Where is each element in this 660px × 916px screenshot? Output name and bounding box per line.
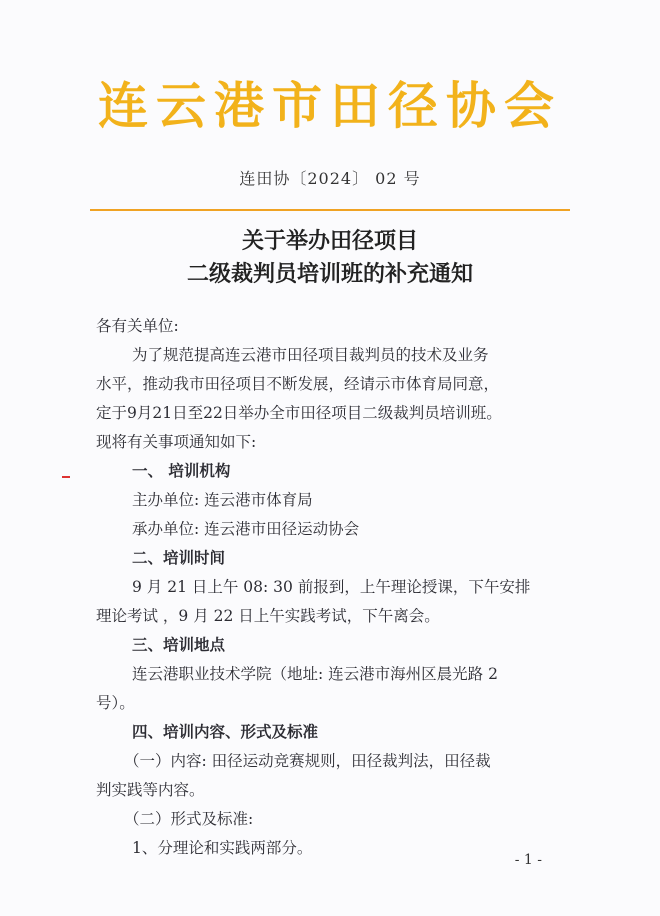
time-line: 9 月 21 日上午 08: 30 前报到，上午理论授课，下午安排 xyxy=(132,578,531,596)
form-item-1: 1、分理论和实践两部分。 xyxy=(132,839,313,857)
section-2-heading: 二、培训时间 xyxy=(132,549,226,567)
intro-line: 现将有关事项通知如下: xyxy=(96,433,257,451)
host-unit: 主办单位: 连云港市体育局 xyxy=(132,491,313,509)
page-number: - 1 - xyxy=(514,852,542,868)
document-number: 连田协〔2024〕 02 号 xyxy=(239,169,421,188)
form-heading: （二）形式及标准: xyxy=(124,810,254,828)
location-line: 连云港职业技术学院（地址: 连云港市海州区晨光路 2 xyxy=(132,665,498,683)
section-4-heading: 四、培训内容、形式及标准 xyxy=(132,723,319,741)
notice-title-line-1: 关于举办田径项目 xyxy=(241,229,418,254)
header-divider xyxy=(90,209,570,211)
margin-mark xyxy=(62,476,70,478)
notice-title-line-2: 二级裁判员培训班的补充通知 xyxy=(186,262,473,287)
section-1-heading: 一、 培训机构 xyxy=(132,462,231,480)
section-3-heading: 三、培训地点 xyxy=(132,636,226,654)
location-line: 号）。 xyxy=(96,694,135,712)
organization-name: 连云港市田径协会 xyxy=(98,76,562,135)
intro-line: 定于9月21日至22日举办全市田径项目二级裁判员培训班。 xyxy=(96,404,502,422)
time-line: 理论考试 ，9 月 22 日上午实践考试，下午离会。 xyxy=(96,607,440,625)
content-line: （一）内容: 田径运动竞赛规则，田径裁判法，田径裁 xyxy=(124,752,491,770)
salutation: 各有关单位: xyxy=(96,317,179,335)
organizer-unit: 承办单位: 连云港市田径运动协会 xyxy=(132,520,360,538)
intro-line: 为了规范提高连云港市田径项目裁判员的技术及业务 xyxy=(132,346,489,364)
intro-line: 水平，推动我市田径项目不断发展，经请示市体育局同意， xyxy=(96,375,500,393)
content-line: 判实践等内容。 xyxy=(96,781,205,799)
